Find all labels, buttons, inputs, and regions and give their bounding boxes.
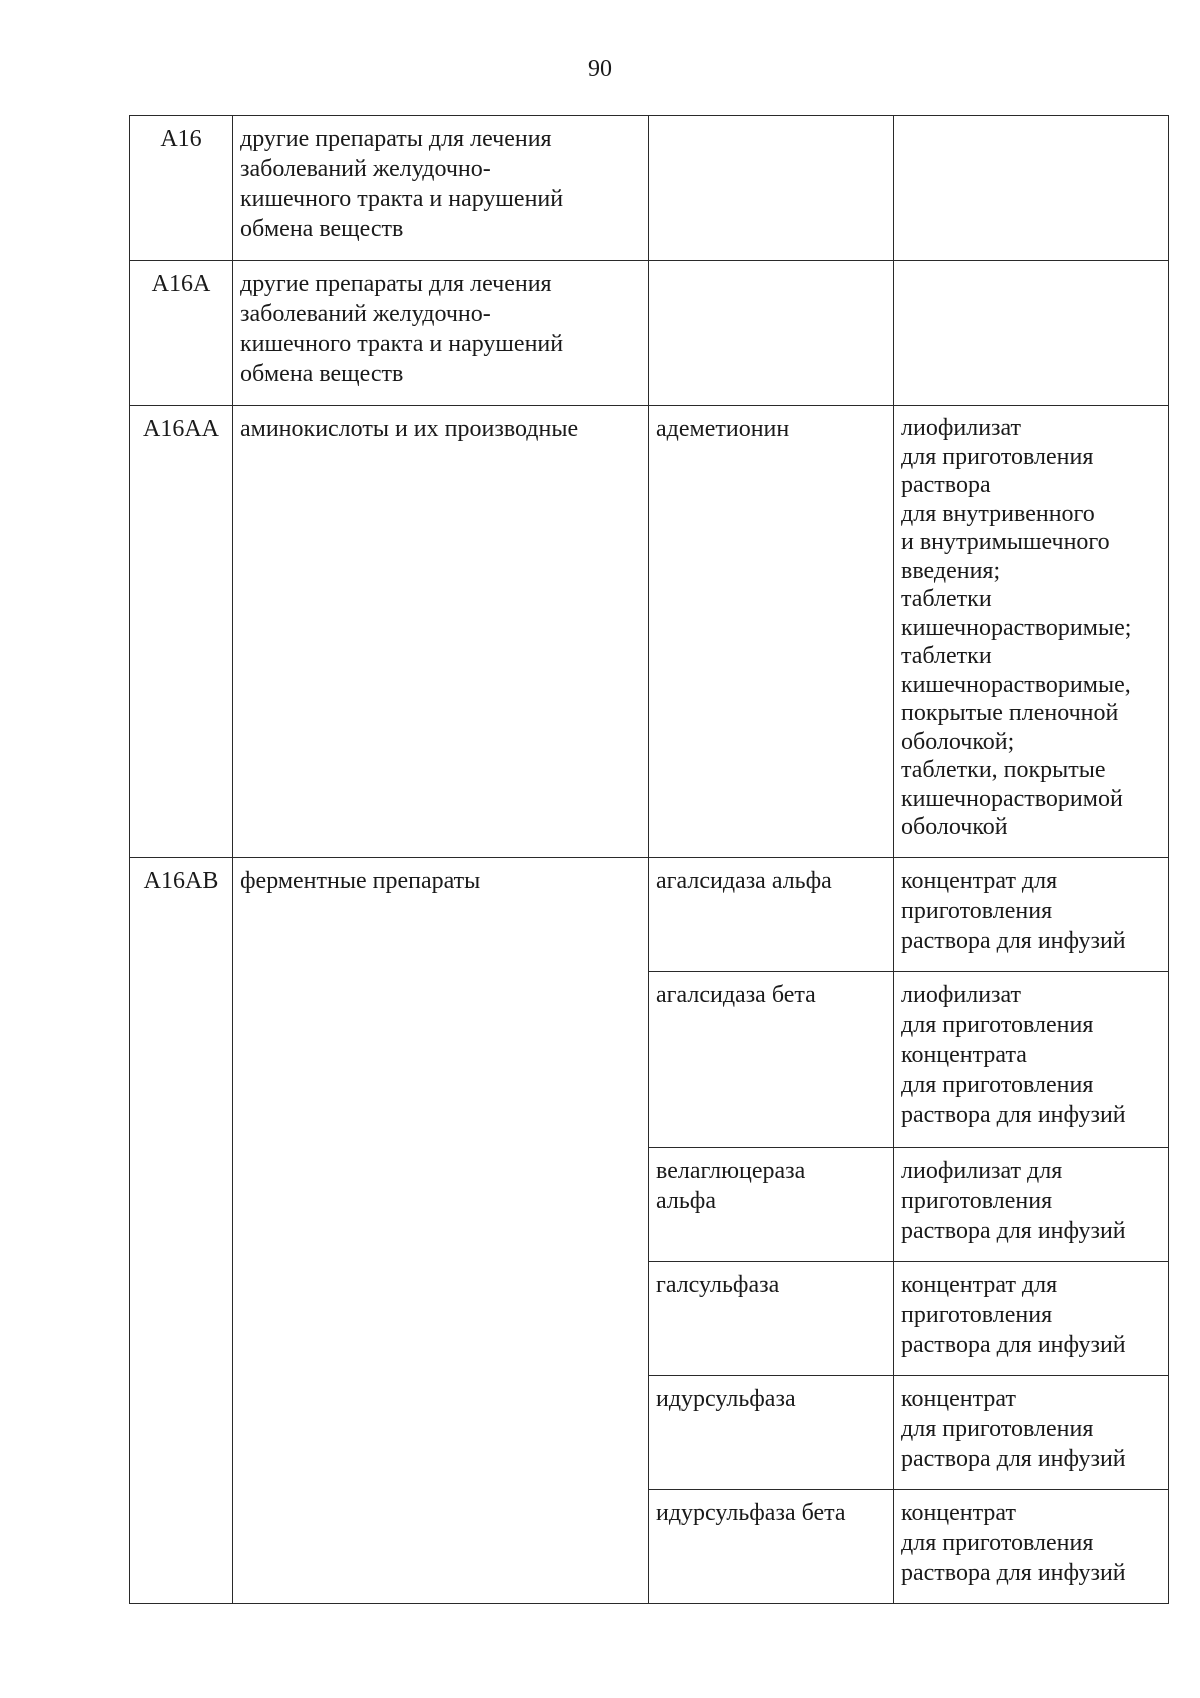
atc-code: A16AA — [130, 406, 233, 858]
atc-code: A16AB — [130, 858, 233, 1604]
dosage-forms — [894, 261, 1169, 406]
dosage-forms — [894, 116, 1169, 261]
atc-code: A16A — [130, 261, 233, 406]
table-row — [130, 858, 1169, 972]
table-row — [130, 406, 1169, 858]
dosage-form-line: покрытые пленочной — [901, 700, 1119, 726]
dosage-form-line: таблетки — [901, 643, 992, 669]
dosage-form-line: и внутримышечного — [901, 529, 1110, 555]
dosage-form-line: оболочкой — [901, 814, 1008, 840]
dosage-forms: лиофилизат для приготовления концентрата для приготовления раствора для инфузий — [894, 972, 1169, 1148]
dosage-form-line: кишечнорастворимые, — [901, 671, 1131, 698]
dosage-form-line: введения; — [901, 557, 1001, 584]
dosage-forms: концентрат для приготовления раствора для инфузий — [894, 1376, 1169, 1490]
atc-code: A16 — [130, 116, 233, 261]
table-row — [130, 261, 1169, 406]
atc-group-name: другие препараты для лечения заболеваний желудочно- кишечного тракта и нарушений обмена веществ — [233, 116, 649, 261]
atc-group-name: другие препараты для лечения заболеваний желудочно- кишечного тракта и нарушений обмена веществ — [233, 261, 649, 406]
dosage-form-line: для приготовления — [901, 443, 1094, 470]
dosage-forms: концентрат для приготовления раствора для инфузий — [894, 1490, 1169, 1604]
drug-name: адеметионин — [649, 406, 894, 858]
dosage-form-line: кишечнорастворимые; — [901, 614, 1132, 641]
dosage-form-line: лиофилизат — [901, 415, 1022, 441]
dosage-forms: лиофилизат для приготовления раствора для инфузий — [894, 1148, 1169, 1262]
dosage-forms: концентрат для приготовления раствора для инфузий — [894, 858, 1169, 972]
dosage-form-line: для внутривенного — [901, 500, 1095, 527]
dosage-form-line: кишечнорастворимой — [901, 785, 1123, 812]
drug-name — [649, 261, 894, 406]
drug-name: галсульфаза — [649, 1262, 894, 1376]
drug-name: агалсидаза альфа — [649, 858, 894, 972]
drug-name: идурсульфаза бета — [649, 1490, 894, 1604]
atc-group-name: аминокислоты и их производные — [233, 406, 649, 858]
drug-name — [649, 116, 894, 261]
drug-name: велаглюцераза альфа — [649, 1148, 894, 1262]
dosage-form-line: таблетки, покрытые — [901, 757, 1106, 783]
dosage-forms: концентрат для приготовления раствора для инфузий — [894, 1262, 1169, 1376]
atc-group-name: ферментные препараты — [233, 858, 649, 1604]
dosage-form-line: раствора — [901, 472, 991, 498]
drug-name: агалсидаза бета — [649, 972, 894, 1148]
dosage-form-line: таблетки — [901, 586, 992, 612]
dosage-forms — [894, 406, 1169, 858]
drug-name: идурсульфаза — [649, 1376, 894, 1490]
dosage-form-line: оболочкой; — [901, 728, 1015, 755]
drug-table — [129, 115, 1169, 1604]
page-number: 90 — [588, 56, 612, 82]
table-row — [130, 116, 1169, 261]
